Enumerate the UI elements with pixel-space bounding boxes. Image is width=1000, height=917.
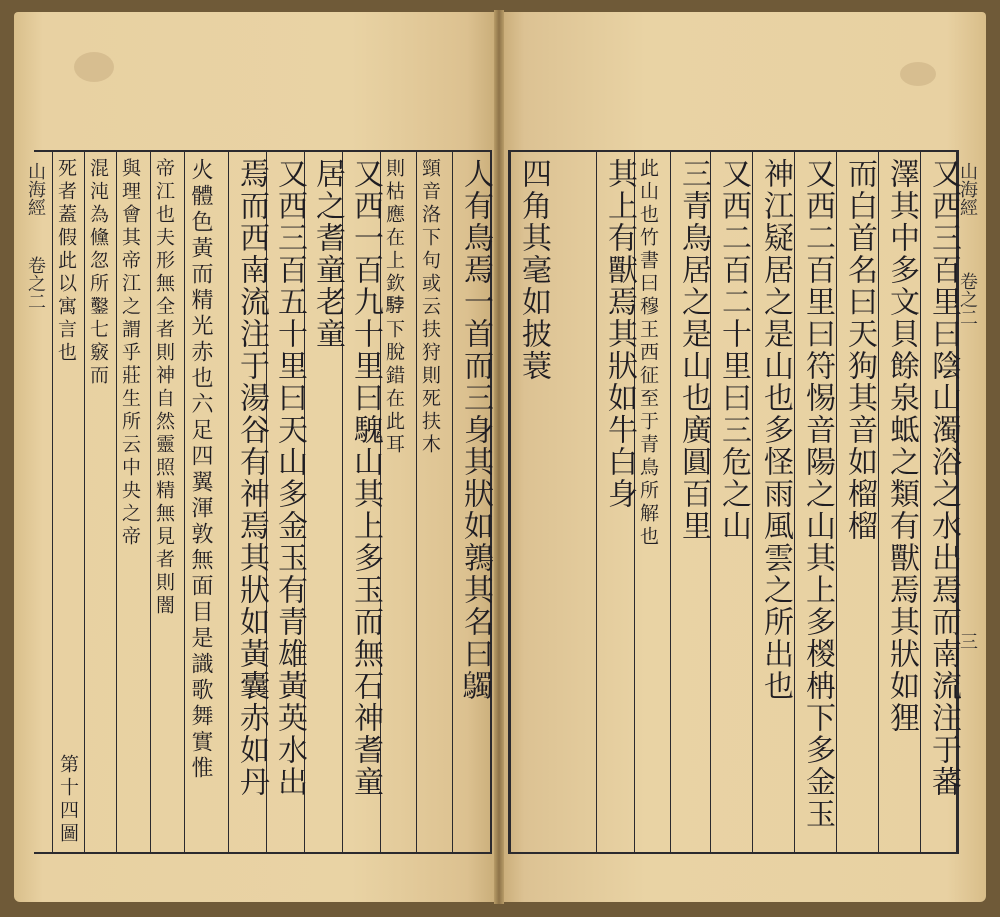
column-text: 與理會其帝江之謂乎莊生所云中央之帝 — [119, 158, 141, 549]
column-text: 又西二百里曰符惕音陽之山其上多椶柟下多金玉 — [800, 158, 835, 830]
text-column — [266, 152, 307, 852]
text-column — [920, 152, 961, 852]
column-text: 又西三百五十里曰天山多金玉有青雄黃英水出 — [272, 158, 307, 798]
stain — [900, 62, 936, 86]
text-column — [452, 152, 493, 852]
right-margin-title: 山海經 — [957, 162, 978, 216]
column-text: 居之耆童老童 — [310, 158, 345, 350]
column-text: 頸音洛下句或云扶狩則死扶木 — [419, 158, 441, 457]
text-column — [380, 152, 416, 852]
column-text: 其上有獸焉其狀如牛白身 — [602, 158, 637, 510]
column-text: 帝江也夫形無全者則神自然靈照精無見者則闇 — [153, 158, 175, 618]
column-text: 澤其中多文貝餘泉蚳之類有獸焉其狀如狸 — [884, 158, 919, 734]
text-column — [228, 152, 269, 852]
text-column — [634, 152, 670, 852]
right-page-number: 三 — [957, 632, 978, 650]
right-page — [500, 12, 986, 902]
column-text: 人有鳥焉一首而三身其狀如鶉其名曰𪇆 — [458, 158, 493, 702]
column-text: 焉而西南流注于湯谷有神焉其狀如黃囊赤如丹 — [234, 158, 269, 798]
column-text: 三青鳥居之是山也廣圓百里 — [676, 158, 711, 542]
text-column — [710, 152, 752, 852]
text-column — [752, 152, 794, 852]
text-column — [184, 152, 228, 852]
column-text: 混沌為儵忽所鑿七竅而 — [87, 158, 109, 388]
column-text: 四角其毫如披蓑 — [516, 158, 551, 382]
text-column — [342, 152, 383, 852]
column-text: 又西一百九十里曰騩山其上多玉而無石神耆童 — [348, 158, 383, 798]
text-column — [670, 152, 710, 852]
text-column — [150, 152, 184, 852]
book-gutter — [494, 10, 504, 904]
text-column — [794, 152, 836, 852]
text-column — [116, 152, 150, 852]
column-text: 此山也竹書曰穆王西征至于青鳥所解也 — [637, 158, 659, 549]
text-column — [510, 152, 596, 852]
left-page — [14, 12, 496, 902]
text-column — [836, 152, 878, 852]
text-column — [596, 152, 637, 852]
column-text: 則枯應在上欽𩣡下脫錯在此耳 — [383, 158, 405, 457]
column-text: 死者蓋假此以寓言也 — [55, 158, 77, 365]
column-text: 神江疑居之是山也多怪雨風雲之所出也 — [758, 158, 793, 702]
figure-number: 第十四圖 — [57, 754, 79, 846]
chapter-margin: 卷之二 — [25, 256, 46, 310]
left-margin-column — [18, 152, 52, 852]
text-column — [878, 152, 920, 852]
right-text-frame — [508, 150, 959, 854]
left-text-frame — [25, 150, 493, 854]
text-column — [304, 152, 345, 852]
right-margin-chapter: 卷之二 — [957, 272, 978, 326]
column-text: 又西二百二十里曰三危之山 — [716, 158, 751, 542]
stain — [74, 52, 114, 82]
column-text: 火體色黃而精光赤也六足四翼渾敦無面目是識歌舞實惟 — [188, 158, 213, 782]
column-text: 又西三百里曰陰山濁浴之水出焉而南流注于蕃 — [926, 158, 961, 798]
column-text: 而白首名曰天狗其音如榴榴 — [842, 158, 877, 542]
text-column — [52, 152, 84, 852]
text-column — [416, 152, 452, 852]
book-title-margin: 山海經 — [25, 162, 46, 216]
text-column — [84, 152, 116, 852]
